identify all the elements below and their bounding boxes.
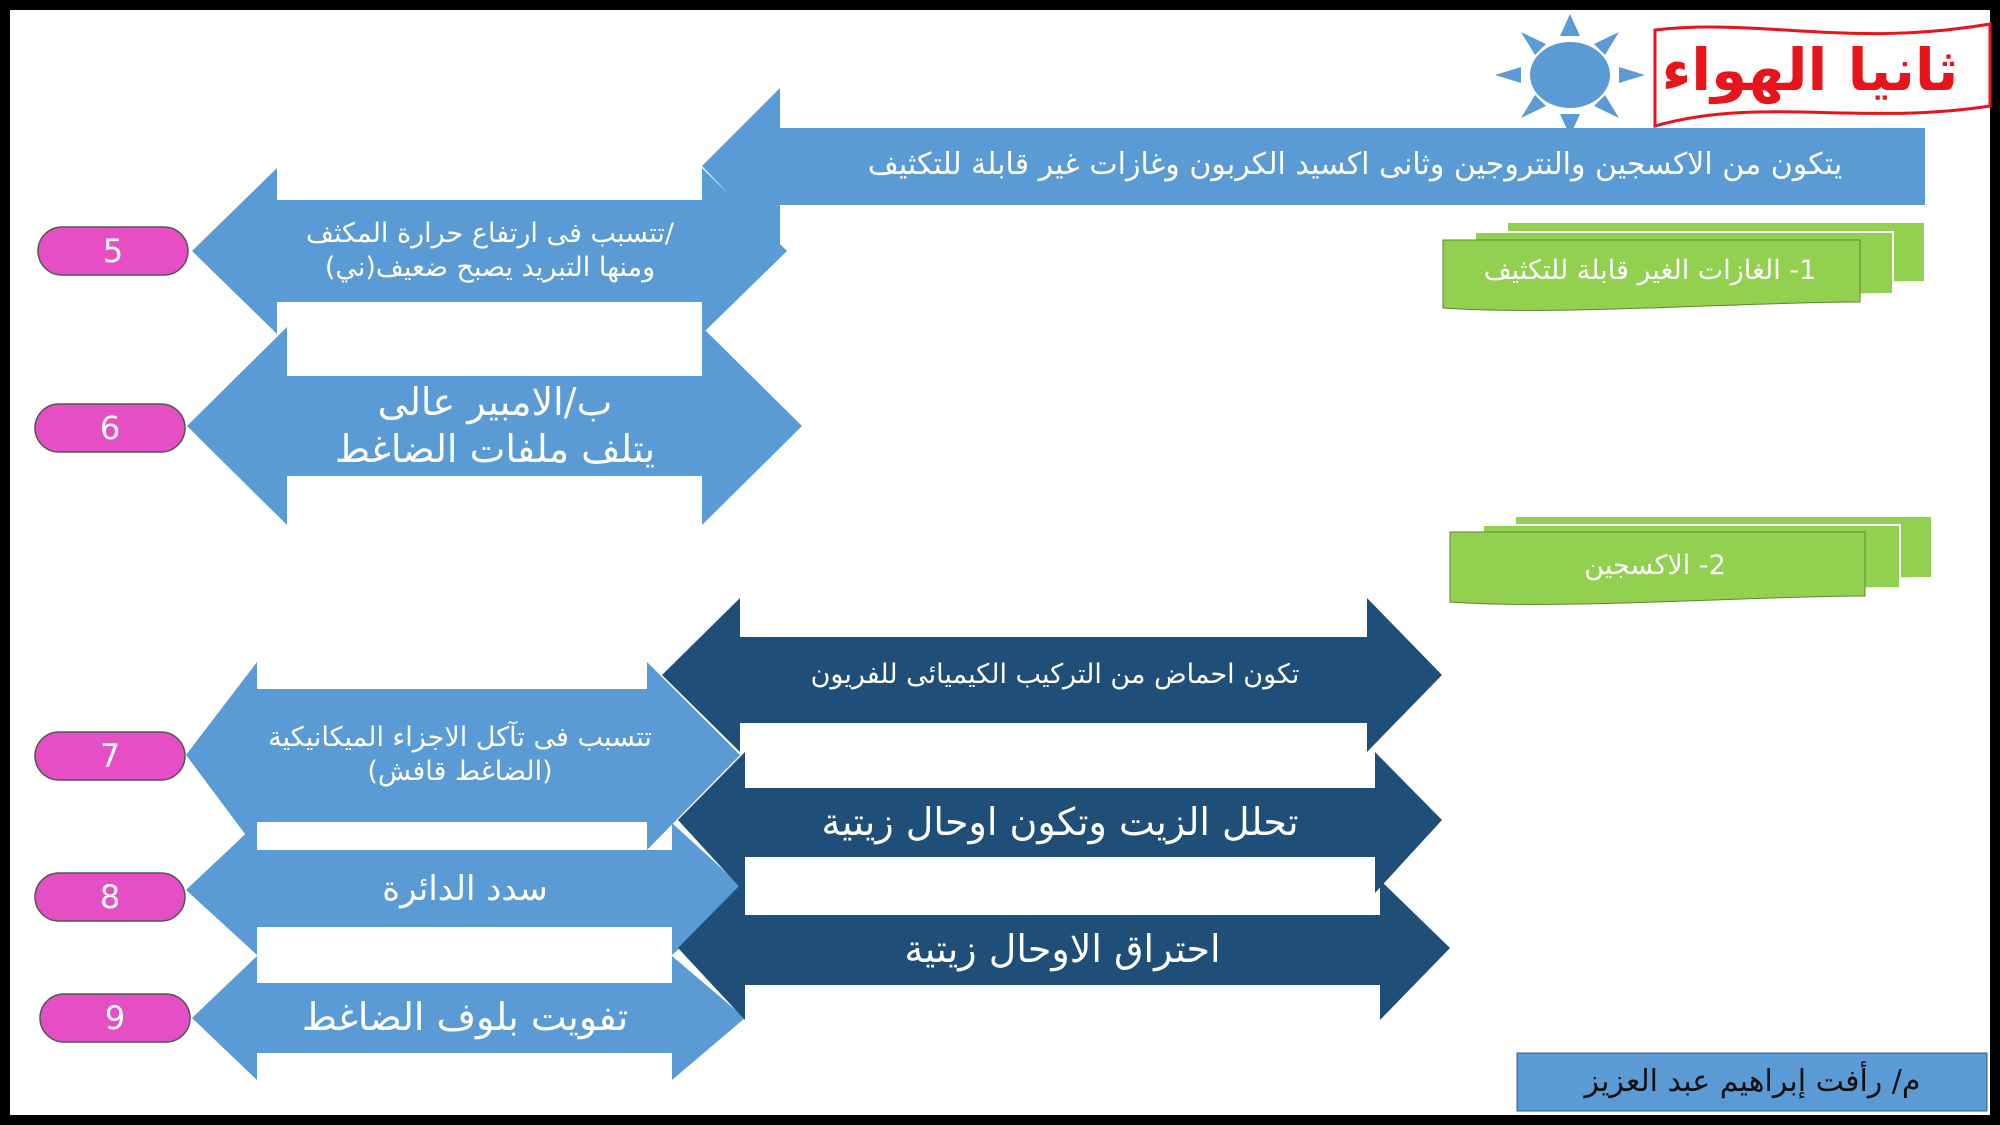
arrow-5-line-2: ومنها التبريد يصبح ضعيف(ني) — [324, 252, 656, 283]
arrow-6-line-2: يتلف ملفات الضاغط — [334, 427, 656, 471]
page-title: ثانيا الهواء — [1661, 35, 1959, 104]
pill-8-number: 8 — [99, 878, 121, 916]
arrow-5-text — [270, 205, 710, 297]
arrow-6-line-1: ب/الامبير عالى — [377, 379, 613, 424]
top-arrow-text: يتكون من الاكسجين والنتروجين وثانى اكسيد الكربون وغازات غير قابلة للتكثيف — [867, 147, 1843, 183]
arrow-7-line-2: (الضاغط قافش) — [367, 756, 553, 787]
arrow-5-line-1: /تتسبب فى ارتفاع حرارة المكثف — [306, 218, 674, 250]
green-box-1-label: 1- الغازات الغير قابلة للتكثيف — [1483, 255, 1817, 287]
pill-9-number: 9 — [104, 999, 126, 1037]
dark-arrow-2-text: تحلل الزيت وتكون اوحال زيتية — [821, 800, 1299, 845]
pill-6-number: 6 — [99, 409, 121, 447]
author-name: م/ رأفت إبراهيم عبد العزيز — [1584, 1064, 1921, 1100]
arrow-8-text: سدد الدائرة — [382, 868, 548, 909]
arrow-9-text: تفويت بلوف الضاغط — [301, 995, 629, 1040]
arrow-7-text — [245, 710, 675, 800]
dark-arrow-1-text: تكون احماض من التركيب الكيميائى للفريون — [810, 659, 1300, 691]
arrow-6-text — [290, 378, 700, 474]
pill-7-number: 7 — [99, 737, 121, 775]
arrow-7-line-1: تتسبب فى تآكل الاجزاء الميكانيكية — [268, 722, 652, 754]
dark-arrow-3-text: احتراق الاوحال زيتية — [904, 927, 1221, 972]
green-box-2-label: 2- الاكسجين — [1584, 550, 1726, 582]
pill-5-number: 5 — [102, 232, 124, 270]
